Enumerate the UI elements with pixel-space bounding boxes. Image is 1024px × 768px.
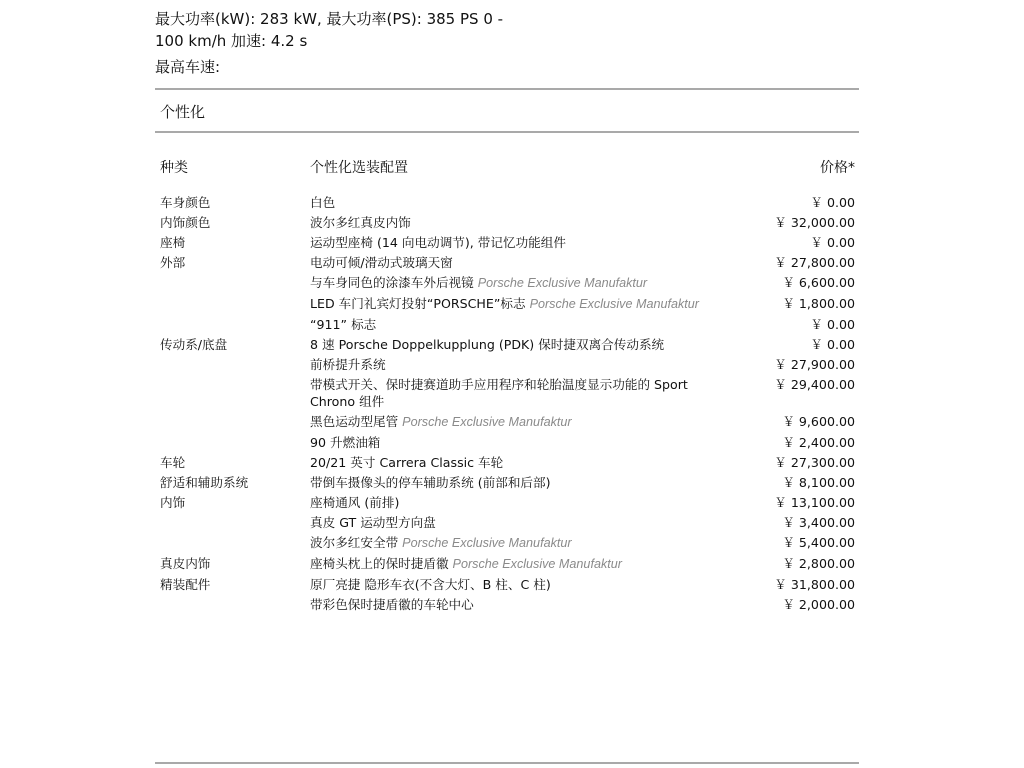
row-category: 真皮内饰 [160, 556, 211, 571]
row-price: ￥ 0.00 [810, 235, 855, 250]
row-price: ￥ 29,400.00 [774, 377, 855, 392]
table-row [0, 595, 1024, 615]
table-row [0, 554, 1024, 575]
table-row [0, 213, 1024, 233]
row-description [310, 356, 730, 373]
exclusive-manufaktur-tag: Porsche Exclusive Manufaktur [529, 297, 699, 311]
row-description-text: 波尔多红真皮内饰 [310, 215, 411, 230]
row-description-text: 运动型座椅 (14 向电动调节), 带记忆功能组件 [310, 235, 566, 250]
row-description-text: 白色 [310, 195, 336, 210]
row-description-text: 座椅通风 (前排) [310, 495, 400, 510]
row-description-text: 8 速 Porsche Doppelkupplung (PDK) 保时捷双离合传动系统 [310, 337, 665, 352]
row-category: 传动系/底盘 [160, 337, 228, 352]
row-price: ￥ 2,400.00 [782, 435, 855, 450]
row-description [310, 274, 730, 292]
row-category: 车轮 [160, 455, 186, 470]
row-description-text: 带模式开关、保时捷赛道助手应用程序和轮胎温度显示功能的 Sport Chrono 组件 [310, 377, 688, 409]
table-row [0, 575, 1024, 595]
table-row [0, 513, 1024, 533]
row-price: ￥ 6,600.00 [782, 275, 855, 290]
table-row [0, 433, 1024, 453]
row-description-text: 与车身同色的涂漆车外后视镜 [310, 275, 474, 290]
row-price: ￥ 27,800.00 [774, 255, 855, 270]
spec-power: 最大功率(kW): 283 kW, 最大功率(PS): 385 PS 0 - [155, 10, 504, 28]
row-category: 精装配件 [160, 577, 211, 592]
row-description-text: 带倒车摄像头的停车辅助系统 (前部和后部) [310, 475, 551, 490]
row-description-text: 波尔多红安全带 [310, 535, 399, 550]
row-category: 座椅 [160, 235, 186, 250]
row-description [310, 534, 730, 552]
row-description [310, 514, 730, 531]
row-description-text: 20/21 英寸 Carrera Classic 车轮 [310, 455, 504, 470]
row-description [310, 555, 730, 573]
table-row [0, 193, 1024, 213]
row-description [310, 413, 730, 431]
row-description [310, 494, 730, 511]
row-price: ￥ 27,300.00 [774, 455, 855, 470]
row-price: ￥ 27,900.00 [774, 357, 855, 372]
table-row [0, 453, 1024, 473]
table-row [0, 294, 1024, 315]
row-price: ￥ 32,000.00 [774, 215, 855, 230]
row-description [310, 214, 730, 231]
exclusive-manufaktur-tag: Porsche Exclusive Manufaktur [477, 276, 648, 290]
table-row [0, 273, 1024, 294]
performance-specs [155, 8, 715, 78]
row-category: 舒适和辅助系统 [160, 475, 249, 490]
row-description-text: 电动可倾/滑动式玻璃天窗 [310, 255, 453, 270]
table-row [0, 355, 1024, 375]
section-divider-top [155, 88, 859, 90]
table-header [0, 157, 1024, 179]
table-row [0, 473, 1024, 493]
spec-top-speed: 最高车速: [155, 58, 221, 76]
row-price: ￥ 9,600.00 [782, 414, 855, 429]
row-description-text: 黑色运动型尾管 [310, 414, 399, 429]
table-row [0, 233, 1024, 253]
table-row [0, 253, 1024, 273]
page-bottom-rule [155, 762, 859, 764]
table-row [0, 412, 1024, 433]
row-price: ￥ 31,800.00 [774, 577, 855, 592]
row-price: ￥ 2,000.00 [782, 597, 855, 612]
row-price: ￥ 5,400.00 [782, 535, 855, 550]
section-title: 个性化 [160, 103, 206, 121]
header-description: 个性化选装配置 [310, 160, 408, 176]
row-description-text: 90 升燃油箱 [310, 435, 381, 450]
row-description [310, 454, 730, 471]
row-price: ￥ 8,100.00 [782, 475, 855, 490]
row-description [310, 316, 730, 333]
table-row [0, 375, 1024, 412]
row-price: ￥ 3,400.00 [782, 515, 855, 530]
row-price: ￥ 2,800.00 [782, 556, 855, 571]
row-price: ￥ 0.00 [810, 337, 855, 352]
exclusive-manufaktur-tag: Porsche Exclusive Manufaktur [402, 536, 572, 550]
row-description [310, 576, 730, 593]
table-row [0, 315, 1024, 335]
header-price: 价格* [820, 160, 855, 176]
row-description [310, 234, 730, 251]
row-price: ￥ 1,800.00 [782, 296, 855, 311]
row-description [310, 254, 730, 271]
exclusive-manufaktur-tag: Porsche Exclusive Manufaktur [402, 415, 572, 429]
options-table [0, 193, 1024, 615]
row-description-text: “911” 标志 [310, 317, 377, 332]
table-row [0, 533, 1024, 554]
row-category: 内饰 [160, 495, 186, 510]
row-description-text: 原厂亮捷 隐形车衣(不含大灯、B 柱、C 柱) [310, 577, 551, 592]
row-price: ￥ 0.00 [810, 195, 855, 210]
spec-acceleration: 100 km/h 加速: 4.2 s [155, 32, 308, 50]
section-divider-bottom [155, 131, 859, 133]
header-category: 种类 [160, 160, 188, 176]
row-description-text: 真皮 GT 运动型方向盘 [310, 515, 436, 530]
row-category: 车身颜色 [160, 195, 211, 210]
row-category: 外部 [160, 255, 186, 270]
row-description [310, 194, 730, 211]
row-description [310, 434, 730, 451]
row-description-text: LED 车门礼宾灯投射“PORSCHE”标志 [310, 296, 526, 311]
exclusive-manufaktur-tag: Porsche Exclusive Manufaktur [452, 557, 622, 571]
row-price: ￥ 0.00 [810, 317, 855, 332]
row-price: ￥ 13,100.00 [774, 495, 855, 510]
row-description [310, 295, 730, 313]
row-description-text: 带彩色保时捷盾徽的车轮中心 [310, 597, 474, 612]
row-description [310, 474, 730, 491]
table-row [0, 335, 1024, 355]
row-description-text: 座椅头枕上的保时捷盾徽 [310, 556, 449, 571]
row-description-text: 前桥提升系统 [310, 357, 386, 372]
row-description [310, 336, 730, 353]
row-description [310, 376, 730, 410]
row-category: 内饰颜色 [160, 215, 211, 230]
table-row [0, 493, 1024, 513]
row-description [310, 596, 730, 613]
